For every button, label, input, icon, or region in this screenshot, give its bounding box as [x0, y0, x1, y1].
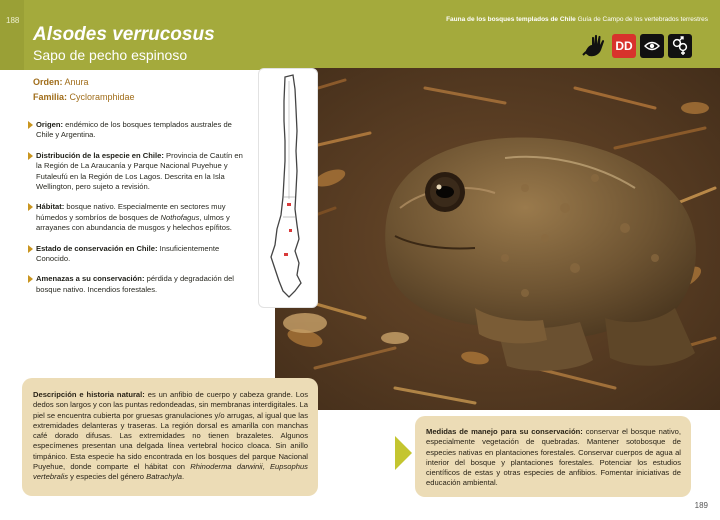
distribution-map [258, 68, 318, 308]
description-text: y especies del género [68, 472, 147, 482]
info-text: bosque nativo. Especialmente en sectores muy húmedos y sombríos de bosques de [36, 202, 226, 222]
family-label: Familia: [33, 92, 68, 102]
description-genus: Batrachyla [146, 472, 183, 482]
pointer-arrow-icon [395, 436, 412, 470]
eye-icon [640, 34, 664, 58]
info-text: Provincia de Cautín en la Región de La Araucanía y Parque Nacional Puyehue y Futaleufú en la Región de Los Lagos. Descrita en la Isla Wellington, pero sujeto a revisión. [36, 150, 243, 192]
info-conservation-status [30, 244, 246, 265]
bullet-arrow-icon [28, 152, 33, 160]
taxonomy [33, 75, 135, 105]
taxonomy-family [33, 90, 135, 105]
info-text: pérdida y degradación del bosque nativo. Incendios forestales. [36, 274, 234, 294]
description-label: Descripción e historia natural: [33, 390, 145, 399]
order-label: Orden: [33, 77, 63, 87]
order-value: Anura [64, 77, 89, 87]
info-text: , ulmos y arrayanes con abundancia de musgos y helechos epífitos. [36, 212, 232, 233]
measures-label: Medidas de manejo para su conservación: [426, 427, 583, 436]
info-label: Hábitat: [36, 202, 65, 212]
sex-symbols-icon [668, 34, 692, 58]
info-habitat [30, 202, 246, 233]
frog-photo [275, 68, 720, 410]
measures-text: conservar el bosque nativo, especialmente vegetación de quebradas. Mantener sotobosque de especies nativas en plantaciones forestales. Conservar cuerpos de agua al interior del bosque y plantaciones forestales. Potenciar los estudios científicos de estas y otras especies de anfibios. Fomentar iniciativas de educación ambiental. [426, 427, 681, 488]
description-text: , [262, 462, 270, 472]
info-threats [30, 274, 246, 295]
scientific-name: Alsodes verrucosus [33, 24, 215, 45]
bullet-arrow-icon [28, 121, 33, 129]
info-label: Origen: [36, 120, 64, 129]
description-species-2: Eupsophus vertebralis [33, 462, 308, 482]
description-text: . [182, 472, 185, 482]
description-box [22, 378, 318, 496]
description-text: es un anfibio de cuerpo y cabeza grande. Los dedos son largos y con las puntas redondeadas, sin membranas interdigitales. La piel se encuentra cubierta por gruesas granulaciones y/o arrugas, al igual que las extremidades delanteras y traseras. La región dorsal es amarilla con manchas café dorado difusas. Las extremidades no tienen brazaletes. Algunos especímenes presentan una delgada línea vertebral hocico cloaca. Sin anillo timpánico. Esta especie ha sido encontrada en los bosques del parque Nacional Puyehue, donde comparte el hábitat con [33, 390, 308, 472]
info-distribution [30, 151, 246, 193]
info-text: endémico de los bosques templados australes de Chile y Argentina. [36, 120, 232, 140]
info-origin [30, 120, 246, 141]
guide-title-bold: Fauna de los bosques templados de Chile [446, 16, 576, 23]
info-label: Distribución de la especie en Chile: [36, 150, 164, 160]
status-badge-dd: DD [612, 34, 636, 58]
species-info-list [30, 120, 246, 305]
info-text-italic: Nothofagus [160, 212, 200, 222]
guide-title-rest: Guía de Campo de los vertebrados terrestres [577, 16, 708, 23]
info-label: Estado de conservación en Chile: [36, 243, 158, 253]
bullet-arrow-icon [28, 203, 33, 211]
info-text: Insuficientemente Conocido. [36, 243, 220, 264]
family-value: Cycloramphidae [69, 92, 135, 102]
page-number-left: 188 [6, 16, 20, 25]
bullet-arrow-icon [28, 275, 33, 283]
header-page-tab [0, 0, 24, 70]
status-icons [582, 33, 692, 59]
bullet-arrow-icon [28, 245, 33, 253]
hand-icon [582, 33, 608, 59]
management-measures-box [415, 416, 691, 497]
guide-title [446, 16, 708, 23]
header-band [0, 0, 720, 70]
page-number-right: 189 [694, 501, 708, 510]
description-species-1: Rhinoderma darwinii [190, 462, 263, 472]
taxonomy-order [33, 75, 135, 90]
common-name: Sapo de pecho espinoso [33, 47, 188, 63]
info-label: Amenazas a su conservación: [36, 274, 145, 284]
